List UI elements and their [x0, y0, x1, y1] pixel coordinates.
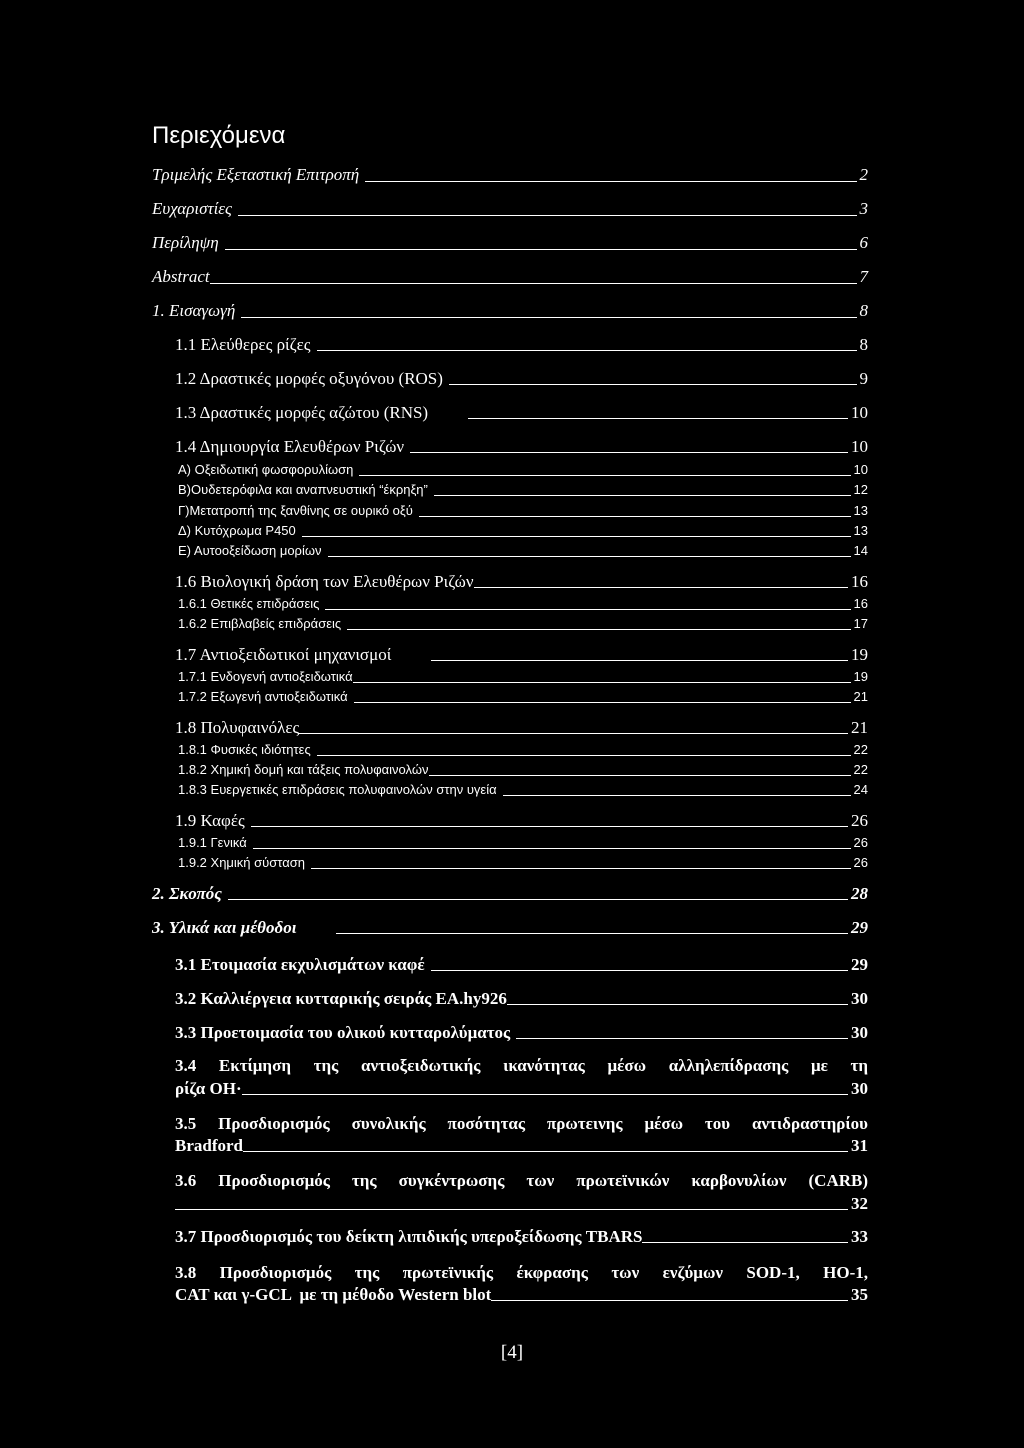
toc-entry-title: 1.7 Αντιοξειδωτικοί μηχανισμοί — [175, 645, 392, 664]
toc-leader — [491, 1300, 848, 1301]
toc-entry-title: Δ) Κυτόχρωμα P450 — [178, 523, 296, 538]
toc-entry-title[interactable]: 3.8 Προσδιορισμός της πρωτεϊνικής έκφρασης των ενζύμων SOD-1, HO-1, — [175, 1263, 868, 1282]
toc-leader — [353, 682, 851, 683]
toc-page-number: 35 — [851, 1285, 868, 1304]
toc-entry-title: 3.2 Καλλιέργεια κυτταρικής σειράς EA.hy926 — [175, 989, 507, 1008]
toc-page-number: 26 — [853, 855, 868, 870]
toc-leader — [238, 215, 857, 216]
toc-leader — [253, 848, 851, 849]
toc-entry-title: 1.8.1 Φυσικές ιδιότητες — [178, 742, 311, 757]
toc-entry-continuation: ρίζα ΟΗ· — [175, 1079, 242, 1098]
toc-page-number: 22 — [853, 762, 868, 777]
toc-leader — [210, 283, 857, 284]
toc-page-number: 8 — [859, 335, 868, 354]
toc-entry-title: 1.9.1 Γενικά — [178, 835, 247, 850]
toc-leader — [431, 970, 848, 971]
toc-entry-title: Περίληψη — [152, 233, 219, 252]
toc-page-number: 13 — [853, 523, 868, 538]
toc-leader — [328, 556, 851, 557]
toc-leader — [228, 899, 848, 900]
toc-leader — [434, 495, 851, 496]
toc-entry[interactable] — [152, 884, 868, 904]
toc-page-number: 33 — [851, 1227, 868, 1246]
toc-entry-title: 3.1 Ετοιμασία εκχυλισμάτων καφέ — [175, 955, 425, 974]
toc-entry-title: 1.7.2 Εξωγενή αντιοξειδωτικά — [178, 689, 348, 704]
toc-entry[interactable] — [175, 989, 868, 1009]
toc-leader — [336, 933, 848, 934]
toc-entry-title: Τριμελής Εξεταστική Επιτροπή — [152, 165, 360, 184]
toc-leader — [449, 384, 857, 385]
toc-page-number: 19 — [851, 645, 868, 664]
toc-entry-title: 1.8.2 Χημική δομή και τάξεις πολυφαινολών — [178, 762, 429, 777]
toc-entry[interactable] — [178, 616, 868, 632]
toc-page-number: 14 — [853, 543, 868, 558]
toc-leader — [347, 629, 850, 630]
toc-page-number: 31 — [851, 1136, 868, 1155]
toc-page-number: 10 — [853, 462, 868, 477]
toc-entry-title: Ευχαριστίες — [152, 199, 232, 218]
toc-entry[interactable] — [178, 596, 868, 612]
toc-entry-title: Α) Οξειδωτική φωσφορυλίωση — [178, 462, 354, 477]
toc-entry-title: 1.1 Ελεύθερες ρίζες — [175, 335, 311, 354]
toc-page-number: 16 — [851, 572, 868, 591]
toc-entry[interactable] — [175, 811, 868, 831]
toc-leader — [242, 1094, 848, 1095]
toc-entry-title[interactable]: 3.4 Εκτίμηση της αντιοξειδωτικής ικανότητας μέσω αλληλεπίδρασης με τη — [175, 1056, 868, 1075]
toc-entry[interactable] — [178, 543, 868, 559]
toc-page-number: 6 — [859, 233, 868, 252]
toc-page-number: 10 — [851, 437, 868, 456]
toc-entry[interactable] — [152, 918, 868, 938]
toc-leader — [419, 516, 851, 517]
toc-page-number: 22 — [853, 742, 868, 757]
toc-leader — [429, 775, 851, 776]
toc-entry[interactable] — [178, 835, 868, 851]
toc-page-number: 32 — [851, 1194, 868, 1213]
toc-leader — [468, 418, 848, 419]
toc-entry-title: 1.7.1 Ενδογενή αντιοξειδωτικά — [178, 669, 353, 684]
toc-entry-title: 1. Εισαγωγή — [152, 301, 236, 320]
toc-page-number: 28 — [851, 884, 868, 903]
toc-leader — [302, 536, 851, 537]
toc-page-number: 3 — [859, 199, 868, 218]
toc-entry-title: 1.3 Δραστικές μορφές αζώτου (RNS) — [175, 403, 429, 422]
toc-entry[interactable] — [152, 267, 868, 287]
toc-entry[interactable] — [178, 462, 868, 478]
toc-page-number: 21 — [853, 689, 868, 704]
toc-leader — [507, 1004, 848, 1005]
toc-page-number: 13 — [853, 503, 868, 518]
toc-entry[interactable] — [178, 669, 868, 685]
toc-leader — [642, 1242, 848, 1243]
toc-entry[interactable] — [178, 762, 868, 778]
toc-page-number: 26 — [853, 835, 868, 850]
page-title: Περιεχόμενα — [152, 122, 286, 149]
toc-page-number: 10 — [851, 403, 868, 422]
toc-page-number: 30 — [851, 989, 868, 1008]
toc-entry[interactable] — [152, 301, 868, 321]
toc-entry[interactable] — [152, 233, 868, 253]
toc-entry[interactable] — [178, 482, 868, 498]
toc-leader — [299, 733, 848, 734]
toc-leader — [516, 1038, 848, 1039]
toc-entry-title: Abstract — [152, 267, 210, 286]
toc-leader — [431, 660, 848, 661]
toc-leader — [243, 1151, 848, 1152]
toc-entry[interactable] — [152, 165, 868, 185]
toc-entry-title: Ε) Αυτοοξείδωση μορίων — [178, 543, 322, 558]
toc-entry[interactable] — [175, 369, 868, 389]
toc-leader — [317, 350, 857, 351]
toc-page-number: 19 — [853, 669, 868, 684]
toc-page-number: 8 — [859, 301, 868, 320]
toc-page-number: 24 — [853, 782, 868, 797]
toc-entry-title[interactable]: 3.6 Προσδιορισμός της συγκέντρωσης των πρωτεϊνικών καρβονυλίων (CARB) — [175, 1171, 868, 1190]
toc-page-number: 2 — [859, 165, 868, 184]
toc-page-number: 29 — [851, 918, 868, 937]
toc-leader — [359, 475, 850, 476]
toc-leader — [503, 795, 851, 796]
toc-entry-title[interactable]: 3.5 Προσδιορισμός συνολικής ποσότητας πρωτεινης μέσω του αντιδραστηρίου — [175, 1114, 868, 1133]
toc-page-number: 9 — [859, 369, 868, 388]
toc-leader — [365, 181, 856, 182]
toc-leader — [474, 587, 848, 588]
toc-entry-title: Γ)Μετατροπή της ξανθίνης σε ουρικό οξύ — [178, 503, 413, 518]
toc-entry-title: 2. Σκοπός — [152, 884, 222, 903]
toc-entry[interactable] — [175, 572, 868, 592]
toc-entry-title: 1.9 Καφές — [175, 811, 245, 830]
toc-entry-title: 1.8 Πολυφαινόλες — [175, 718, 300, 737]
toc-entry[interactable] — [178, 503, 868, 519]
toc-page-number: 30 — [851, 1023, 868, 1042]
toc-entry-title: 3.3 Προετοιμασία του ολικού κυτταρολύματος — [175, 1023, 511, 1042]
toc-entry[interactable] — [178, 742, 868, 758]
toc-entry[interactable] — [152, 199, 868, 219]
toc-page-number: 29 — [851, 955, 868, 974]
toc-entry-title: 1.4 Δημιουργία Ελευθέρων Ριζών — [175, 437, 405, 456]
toc-entry[interactable] — [175, 1194, 868, 1214]
toc-entry[interactable] — [175, 403, 868, 423]
toc-entry[interactable] — [175, 1023, 868, 1043]
toc-page-number: 17 — [853, 616, 868, 631]
toc-entry-title: 1.6.2 Επιβλαβείς επιδράσεις — [178, 616, 342, 631]
toc-entry-title: Β)Ουδετερόφιλα και αναπνευστική “έκρηξη” — [178, 482, 428, 497]
toc-leader — [354, 702, 851, 703]
toc-entry-continuation: CAT και γ-GCL με τη μέθοδο Western blot — [175, 1285, 492, 1304]
toc-leader — [311, 868, 851, 869]
toc-entry-title: 3.7 Προσδιορισμός του δείκτη λιπιδικής υπεροξείδωσης TBARS — [175, 1227, 643, 1246]
toc-leader — [410, 452, 848, 453]
toc-entry[interactable] — [175, 955, 868, 975]
toc-leader — [175, 1209, 848, 1210]
toc-entry-title: 1.6 Βιολογική δράση των Ελευθέρων Ριζών — [175, 572, 474, 591]
toc-entry[interactable] — [175, 1079, 868, 1099]
toc-entry-continuation: Bradford — [175, 1136, 243, 1155]
toc-entry[interactable] — [175, 437, 868, 457]
toc-entry[interactable] — [178, 855, 868, 871]
toc-entry-title: 1.9.2 Χημική σύσταση — [178, 855, 306, 870]
toc-entry-title: 1.2 Δραστικές μορφές οξυγόνου (ROS) — [175, 369, 443, 388]
toc-page-number: 26 — [851, 811, 868, 830]
toc-leader — [317, 755, 851, 756]
toc-entry[interactable] — [175, 1136, 868, 1156]
toc-page-number: 12 — [853, 482, 868, 497]
toc-leader — [251, 826, 848, 827]
toc-entry[interactable] — [178, 782, 868, 798]
toc-entry-title: 3. Υλικά και μέθοδοι — [152, 918, 297, 937]
toc-entry[interactable] — [175, 1285, 868, 1305]
toc-entry[interactable] — [175, 1227, 868, 1247]
toc-page-number: 7 — [859, 267, 868, 286]
toc-page-number: 16 — [853, 596, 868, 611]
toc-entry[interactable] — [175, 335, 868, 355]
toc-entry[interactable] — [175, 718, 868, 738]
toc-page-number: 30 — [851, 1079, 868, 1098]
toc-leader — [225, 249, 857, 250]
toc-leader — [241, 317, 856, 318]
toc-entry[interactable] — [178, 523, 868, 539]
toc-entry-title: 1.6.1 Θετικές επιδράσεις — [178, 596, 320, 611]
toc-entry[interactable] — [175, 645, 868, 665]
toc-leader — [325, 609, 850, 610]
toc-page-number: 21 — [851, 718, 868, 737]
page-number: [4] — [500, 1342, 524, 1363]
toc-entry-title: 1.8.3 Ευεργετικές επιδράσεις πολυφαινολών στην υγεία — [178, 782, 497, 797]
toc-entry[interactable] — [178, 689, 868, 705]
